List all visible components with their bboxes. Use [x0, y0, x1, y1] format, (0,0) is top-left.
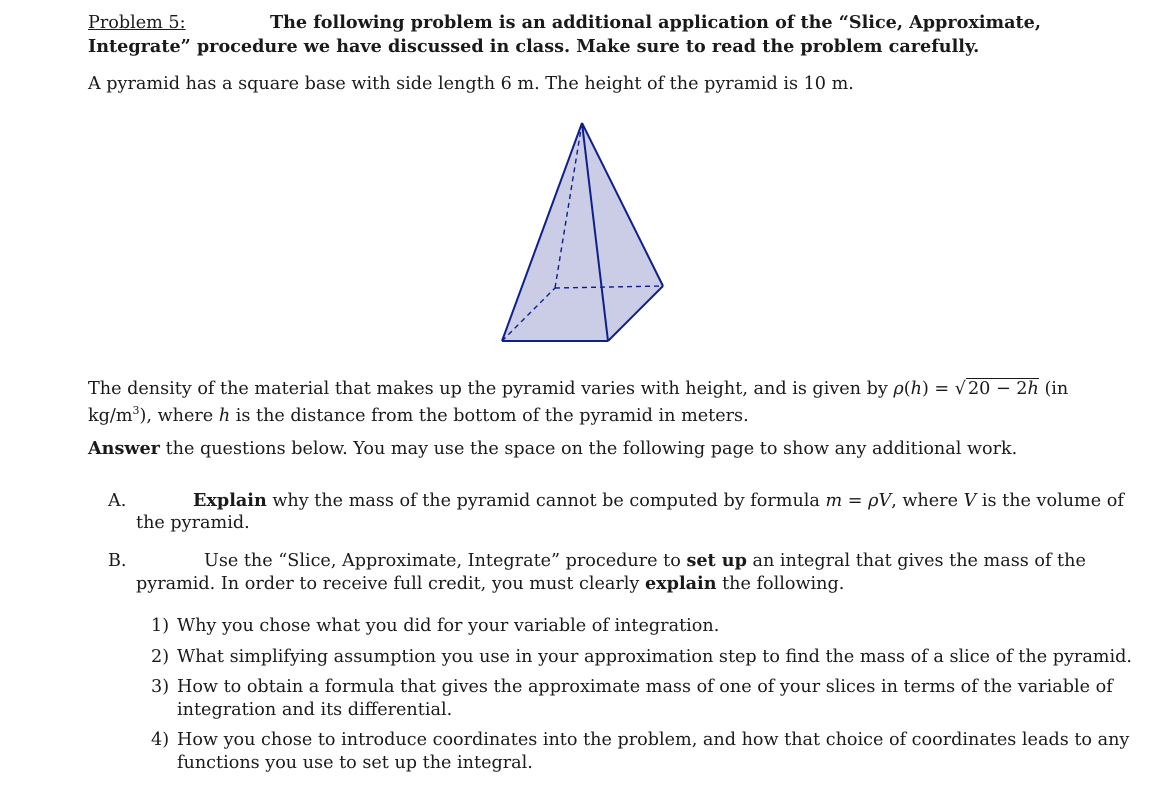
problem-header-line1	[88, 12, 186, 34]
problem-label: Problem 5:	[88, 13, 186, 33]
rho-v: ρV	[868, 491, 892, 511]
item-3-text-2: integration and its differential.	[177, 700, 453, 720]
rho-symbol: ρ	[893, 379, 904, 399]
part-b-line-1	[204, 550, 1086, 572]
item-3-text-1: How to obtain a formula that gives the approximate mass of one of your slices in terms of the variable of	[177, 677, 1113, 697]
units-text: kg/m	[88, 405, 133, 426]
part-a-where: , where	[891, 491, 958, 511]
part-a-line-2: the pyramid.	[136, 513, 250, 533]
item-4-num: 4)	[151, 730, 170, 750]
h-var-2: h	[218, 405, 231, 426]
intro-line-2: Integrate” procedure we have discussed in class. Make sure to read the problem carefully.	[88, 36, 980, 57]
answer-bold: Answer	[88, 438, 160, 459]
item-2-num: 2)	[151, 647, 170, 667]
part-a-line-1	[193, 490, 1124, 512]
pyramid-figure	[495, 118, 675, 348]
part-a-explain: Explain	[193, 490, 267, 511]
density-text-where: ), where	[139, 405, 214, 426]
h-var-radicand: h	[1027, 379, 1039, 399]
part-b-text-pre: Use the “Slice, Approximate, Integrate” procedure to	[204, 551, 681, 571]
part-a-text: why the mass of the pyramid cannot be computed by formula	[272, 491, 820, 511]
intro-line-1: The following problem is an additional application of the “Slice, Approximate,	[270, 12, 1041, 33]
part-b-line-2	[136, 573, 844, 595]
item-2-text: What simplifying assumption you use in your approximation step to find the mass of a slice of the pyramid.	[177, 647, 1132, 667]
density-line-2	[88, 400, 749, 427]
density-text-post: (in	[1044, 379, 1069, 399]
instructions-rest: the questions below. You may use the space on the following page to show any additional work.	[165, 439, 1018, 459]
m-var: m	[825, 491, 843, 511]
density-text-rest: is the distance from the bottom of the pyramid in meters.	[235, 405, 749, 426]
density-text-pre: The density of the material that makes up the pyramid varies with height, and is given by	[88, 379, 888, 399]
item-4-text-1: How you chose to introduce coordinates into the problem, and how that choice of coordinates leads to any	[177, 730, 1130, 750]
part-a-eq: =	[847, 491, 863, 511]
setup-text: A pyramid has a square base with side length 6 m. The height of the pyramid is 10 m.	[88, 74, 854, 94]
units-exponent: 3	[132, 404, 140, 417]
part-b-label: B.	[108, 551, 127, 571]
h-var: h	[910, 379, 922, 399]
part-b-line2-post: the following.	[722, 574, 845, 594]
item-1-text: Why you chose what you did for your variable of integration.	[177, 616, 720, 636]
part-a-label: A.	[108, 491, 127, 511]
density-line-1: The density of the material that makes up the pyramid varies with height, and is given by ρ(h) = √ 20 − 2h (in	[88, 379, 1069, 399]
part-b-text-post: an integral that gives the mass of the	[752, 551, 1086, 571]
item-1-num: 1)	[151, 616, 170, 636]
sqrt-radicand	[966, 378, 1039, 399]
part-b-set-up: set up	[686, 550, 747, 571]
part-a-tail: is the volume of	[981, 491, 1124, 511]
instructions	[88, 438, 1017, 460]
radicand-text: 20 − 2	[967, 379, 1028, 399]
v-var: V	[963, 491, 977, 511]
part-b-line2-pre: pyramid. In order to receive full credit, you must clearly	[136, 574, 640, 594]
item-4-text-2: functions you use to set up the integral.	[177, 753, 533, 773]
item-3-num: 3)	[151, 677, 170, 697]
equals-sign: ) =	[921, 379, 950, 399]
part-b-explain: explain	[644, 573, 717, 594]
